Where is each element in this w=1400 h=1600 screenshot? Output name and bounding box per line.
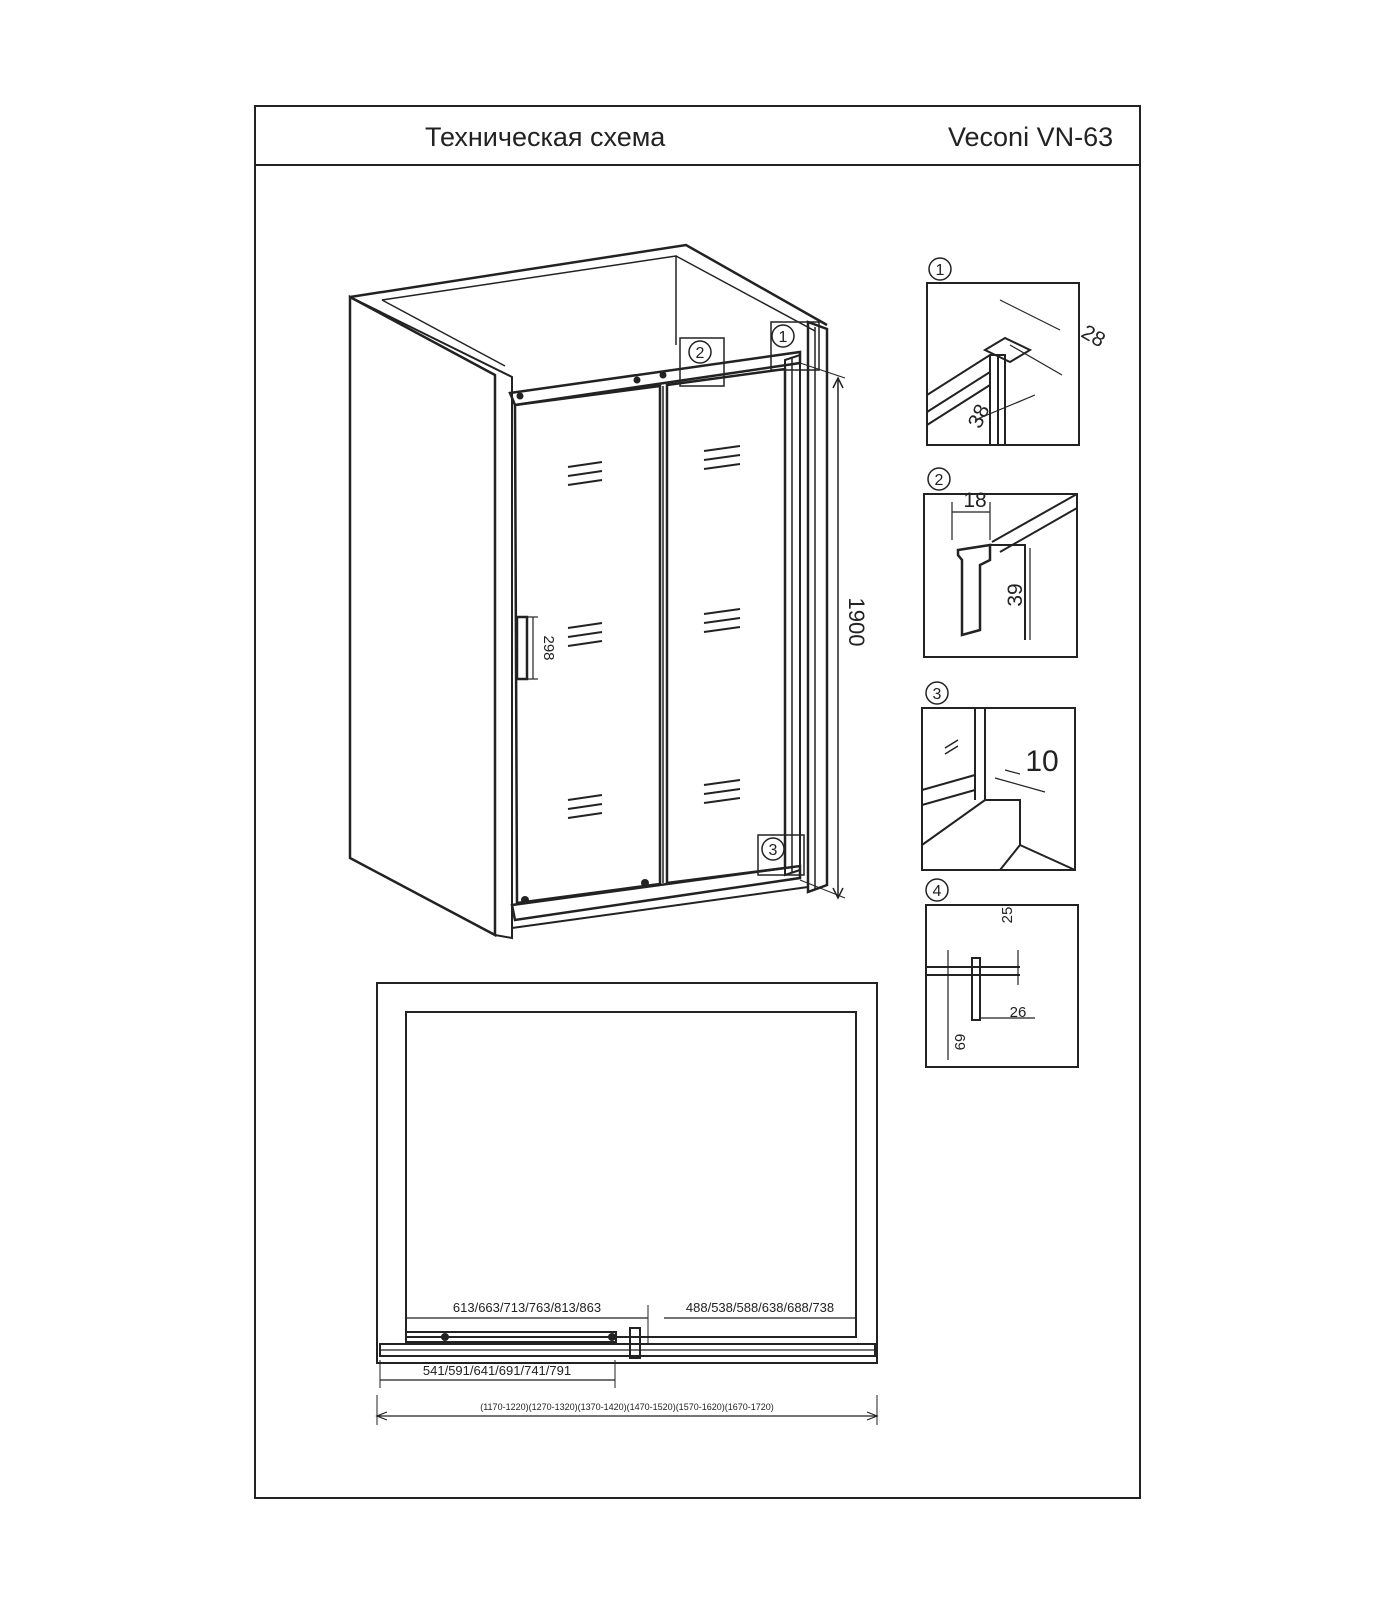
detail-4-frame — [926, 905, 1078, 1067]
detail-4 — [926, 879, 1078, 1067]
detail-2-dim-18: 18 — [963, 489, 987, 512]
detail-3-dim-10: 10 — [1025, 745, 1059, 778]
back-wall-inner-left — [382, 300, 505, 366]
svg-text:2: 2 — [934, 472, 944, 489]
right-wall — [808, 322, 827, 892]
detail-3-frame — [922, 708, 1075, 870]
height-dim-label: 1900 — [844, 597, 869, 647]
roller-bottom-mid — [641, 879, 649, 887]
roller-top-left — [517, 393, 524, 400]
marker-1 — [772, 325, 794, 347]
svg-text:3: 3 — [932, 686, 942, 703]
detail-4-dim-26: 26 — [1009, 1004, 1027, 1021]
glass-hatch — [568, 446, 740, 818]
svg-text:3: 3 — [768, 842, 778, 859]
back-wall-inner — [382, 256, 815, 345]
back-wall-top — [350, 245, 827, 325]
roller-bottom-left — [521, 896, 529, 904]
marker-2 — [689, 341, 711, 363]
model-name: Veconi VN-63 — [948, 122, 1114, 152]
handle-dim-label: 298 — [540, 635, 557, 661]
detail-1-dim-28: 28 — [1077, 320, 1110, 353]
left-wall-thickness — [350, 297, 512, 938]
detail-1-frame — [927, 283, 1079, 445]
svg-text:4: 4 — [932, 883, 942, 900]
detail-1-dim-38: 38 — [963, 400, 995, 432]
detail-2-frame — [924, 494, 1077, 657]
door-handle — [517, 617, 527, 679]
roller-top-mid — [634, 377, 641, 384]
enclosure-3d-view — [350, 245, 869, 938]
svg-text:1: 1 — [935, 262, 945, 279]
detail-2-dim-39: 39 — [1004, 583, 1027, 607]
left-wall — [350, 297, 495, 935]
svg-text:2: 2 — [695, 345, 705, 362]
detail-4-dim-69: 69 — [951, 1033, 968, 1051]
elevation-inner-frame — [406, 1012, 856, 1337]
plan-roller-left — [441, 1333, 449, 1341]
detail-1 — [927, 258, 1109, 445]
dim-overall-label: (1170-1220)(1270-1320)(1370-1420)(1470-1520)(1570-1620)(1670-1720) — [480, 1402, 774, 1412]
dim-bottom-label: 541/591/641/691/741/791 — [422, 1363, 572, 1378]
detail-3 — [922, 682, 1075, 870]
plan-roller-right — [608, 1333, 616, 1341]
front-elevation — [377, 983, 877, 1425]
detail-2 — [924, 468, 1077, 657]
dim-top-left-label: 613/663/713/763/813/863 — [452, 1300, 602, 1315]
right-door-panel — [667, 369, 785, 883]
bottom-threshold — [512, 887, 808, 928]
marker-3 — [762, 838, 784, 860]
top-rail — [510, 352, 800, 405]
page-title: Техническая схема — [425, 122, 666, 152]
svg-text:1: 1 — [778, 329, 788, 346]
dim-top-right-label: 488/538/588/638/688/738 — [685, 1300, 835, 1315]
bottom-rail — [512, 866, 800, 920]
roller-top-right — [660, 372, 667, 379]
detail-4-dim-25: 25 — [999, 906, 1016, 924]
